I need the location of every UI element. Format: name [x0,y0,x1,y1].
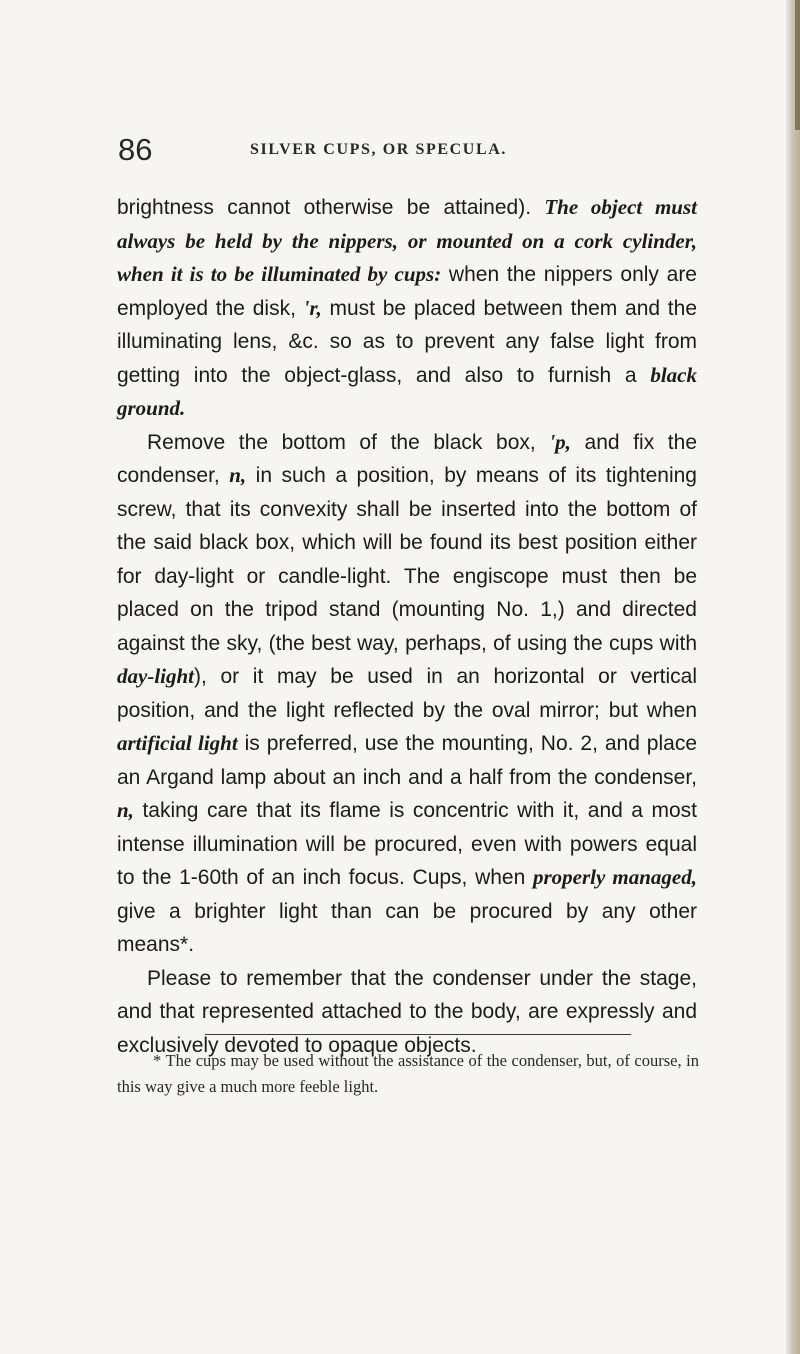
italic-run: 'r, [303,295,322,320]
text-run: Remove the bottom of the black box, [147,430,550,454]
italic-run: The object must always be held by the nippers, or mounted on a cork cylinder, when it is to be illuminated by cups: [117,195,697,286]
text-run: taking care that its flame is concentric with it, and a most intense illumination will be procured, even with powers equal to the 1-60th of an inch focus. Cups, when [117,799,697,889]
italic-run: artificial light [117,731,238,755]
text-run: is preferred, use the mounting, No. 2, and place an Argand lamp about an inch and a half from the condenser, [117,732,698,789]
text-run: when the nippers only are employed the disk, [117,263,697,320]
footnote-rule [205,1034,631,1035]
text-run: must be placed between them and the illuminating lens, &c. so as to prevent any false light from getting into the object-glass, and also to furnish a [117,296,697,387]
italic-run: n, [229,463,247,487]
paragraph [117,962,697,1063]
page-edge-dark-strip [795,0,800,130]
text-run: brightness cannot otherwise be attained). [117,196,545,219]
paragraph [117,191,697,426]
italic-run: day-light [117,664,194,688]
italic-run: black ground. [117,362,697,420]
page-header [118,132,678,176]
text-run: ), or it may be used in an horizontal or vertical position, and the light reflected by the oval mirror; but when [117,665,697,722]
italic-run: n, [117,798,134,822]
italic-run: properly managed, [532,865,697,889]
italic-run: 'p, [549,429,571,454]
page-number: 86 [118,132,153,167]
paragraph [117,426,697,962]
body-text [117,191,697,1062]
text-run: and fix the condenser, [117,430,697,487]
footnote: * The cups may be used without the assistance of the condenser, but, of course, in this way give a much more feeble light. [117,1051,699,1096]
page-edge-shadow [786,0,800,1354]
text-run: in such a position, by means of its tightening screw, that its convexity shall be inserted into the bottom of the said black box, which will be found its best position either for day-light or candle-light. The engiscope must then be placed on the tripod stand (mounting No. 1,) and directed against the sky, (the best way, perhaps, of using the cups with [117,464,697,655]
text-run: Please to remember that the condenser under the stage, and that represented attached to the body, are expressly and exclusively devoted to opaque objects. [117,966,697,1057]
text-run: give a brighter light than can be procured by any other means*. [117,899,697,956]
running-head: SILVER CUPS, OR SPECULA. [250,141,507,158]
